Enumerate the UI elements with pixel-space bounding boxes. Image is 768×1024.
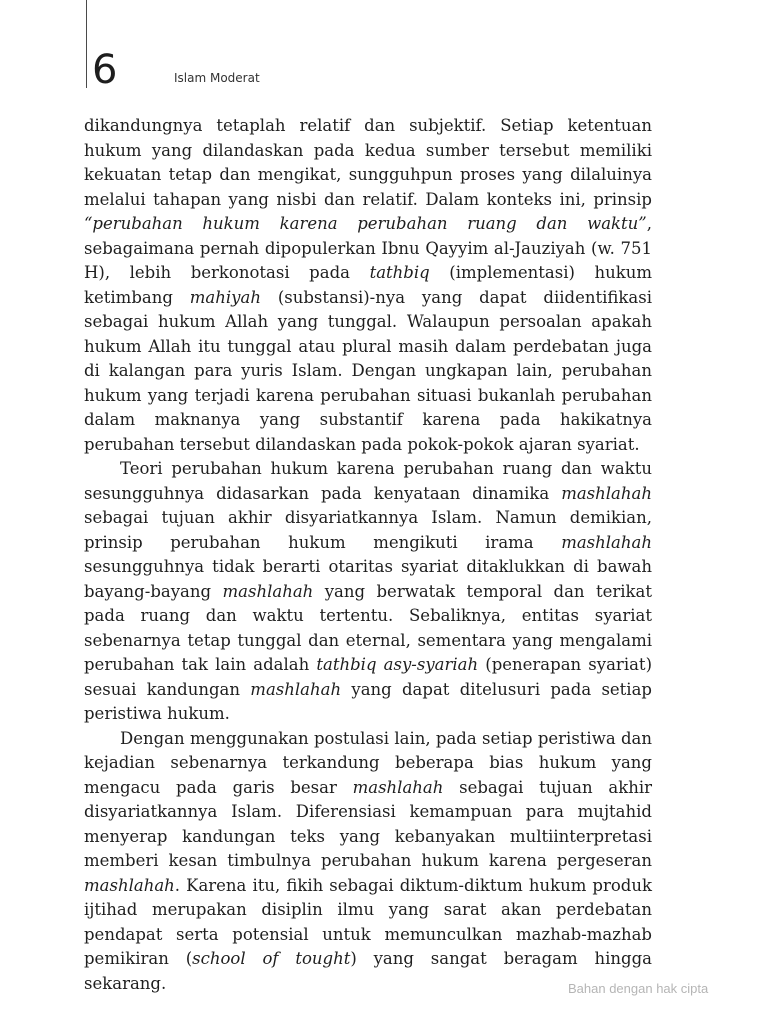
text-run: (penerapan syariat) sesuai kandungan [84, 655, 653, 699]
copyright-watermark: Bahan dengan hak cipta [568, 981, 709, 996]
italic-term: mahiyah [189, 287, 261, 307]
header-vertical-rule [86, 0, 87, 88]
italic-term: tathbiq [369, 263, 430, 282]
italic-term: mashlahah [561, 483, 652, 503]
text-run: (implementasi) hukum ketimbang [84, 263, 653, 307]
text-run: dikandungnya tetaplah relatif dan subjektif. Setiap ketentuan hukum yang dilandaskan pada kedua sumber tersebut memiliki kekuatan tetap dan mengikat, sungguhpun proses yang dilaluinya melalui tahapan yang nisbi dan relatif. Dalam konteks ini, prinsip [84, 116, 652, 209]
italic-term: “perubahan hukum karena perubahan ruang dan waktu” [84, 214, 647, 233]
italic-term: school of tought [192, 949, 351, 968]
italic-term: mashlahah [84, 875, 175, 895]
paragraph [84, 114, 652, 457]
paragraph [84, 727, 652, 997]
page-number: 6 [92, 47, 118, 93]
text-run: ) yang sangat beragam hingga sekarang. [84, 949, 652, 993]
paragraph [84, 457, 652, 727]
body-text [84, 114, 652, 996]
text-run: Dengan menggunakan postulasi lain, pada setiap peristiwa dan kejadian sebenarnya terkandung beberapa bias hukum yang mengacu pada garis besar [84, 728, 652, 797]
text-run: sesungguhnya tidak berarti otaritas syariat ditaklukkan di bawah bayang-bayang [84, 557, 652, 601]
italic-term: mashlahah [561, 532, 652, 552]
text-run: yang dapat ditelusuri pada setiap peristiwa hukum. [84, 679, 652, 723]
text-run: Teori perubahan hukum karena perubahan ruang dan waktu sesungguhnya didasarkan pada kenyataan dinamika [84, 459, 652, 503]
text-run: . Karena itu, fikih sebagai diktum-diktum hukum produk ijtihad merupakan disiplin ilmu yang sarat akan perdebatan pendapat serta potensial untuk memunculkan mazhab-mazhab pemikiran ( [84, 875, 652, 968]
text-run: sebagai tujuan akhir disyariatkannya Islam. Diferensiasi kemampuan para mujtahid menyerap kandungan teks yang kebanyakan multiinterpretasi memberi kesan timbulnya perubahan hukum karena pergeseran [84, 777, 652, 870]
italic-term: mashlahah [222, 581, 314, 601]
running-title: Islam Moderat [174, 71, 260, 85]
text-run: (substansi)-nya yang dapat diidentifikasi sebagai hukum Allah yang tunggal. Walaupun persoalan apakah hukum Allah itu tunggal atau plural masih dalam perdebatan juga di kalangan para yuris Islam. Dengan ungkapan lain, perubahan hukum yang terjadi karena perubahan situasi bukanlah perubahan dalam maknanya yang substantif karena pada hakikatnya perubahan tersebut dilandaskan pada pokok-pokok ajaran syariat. [84, 287, 652, 454]
italic-term: mashlahah [352, 777, 444, 797]
text-run: sebagai tujuan akhir disyariatkannya Islam. Namun demikian, prinsip perubahan hukum mengikuti irama [84, 508, 652, 552]
italic-term: tathbiq asy-syariah [316, 655, 479, 674]
text-run: , sebagaimana pernah dipopulerkan Ibnu Qayyim al-Jauziyah (w. 751 H), lebih berkonotasi pada [84, 214, 652, 282]
text-run: yang berwatak temporal dan terikat pada ruang dan waktu tertentu. Sebaliknya, entitas syariat sebenarnya tetap tunggal dan eternal, sementara yang mengalami perubahan tak lain adalah [84, 581, 652, 674]
italic-term: mashlahah [250, 679, 342, 699]
